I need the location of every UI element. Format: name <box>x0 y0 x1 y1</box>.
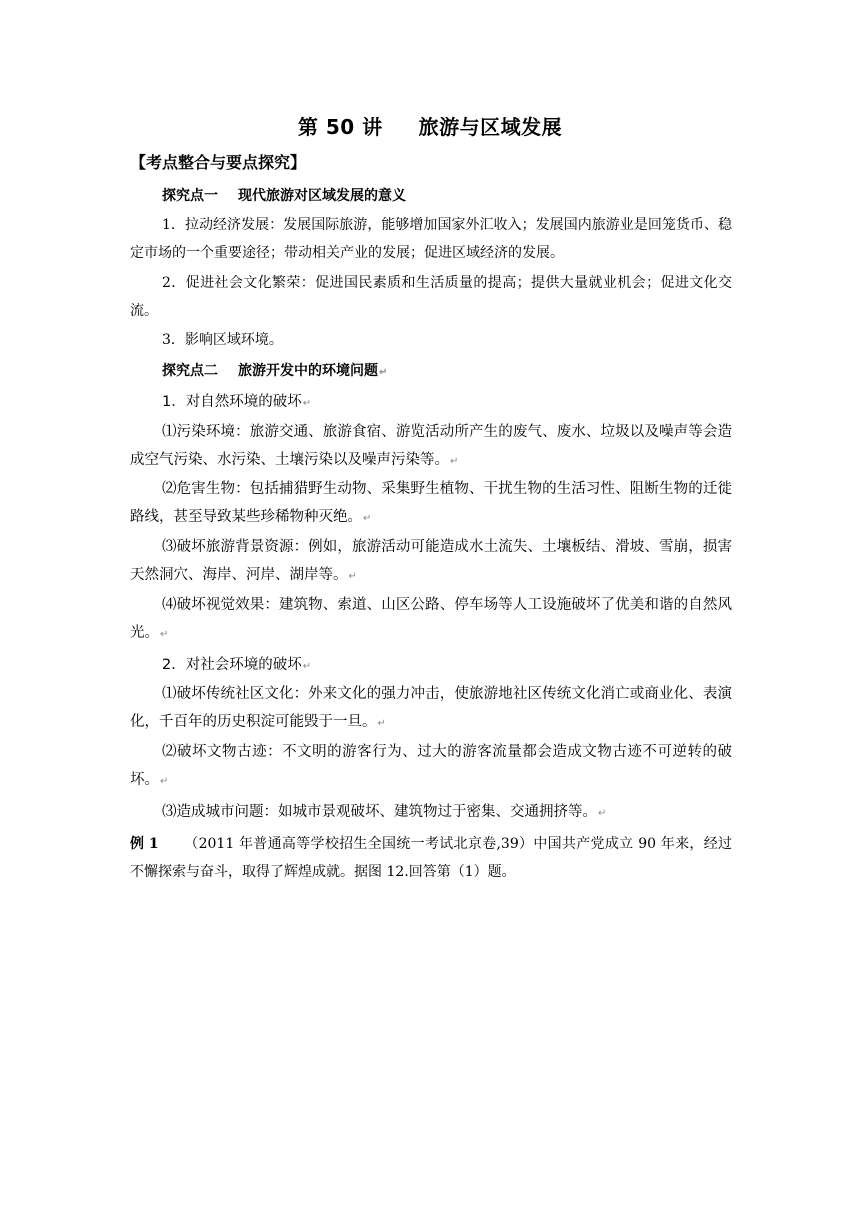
paragraph-mark: ↵ <box>363 513 372 524</box>
paragraph-mark: ↵ <box>348 571 357 582</box>
social-item-3-text: ⑶造成城市问题：如城市景观破坏、建筑物过于密集、交通拥挤等。 <box>162 804 597 820</box>
paragraph-mark: ↵ <box>379 367 388 378</box>
point-two-number: 探究点二 <box>162 363 218 379</box>
natural-item-3-text: ⑶破坏旅游背景资源：例如，旅游活动可能造成水土流失、土壤板结、滑坡、雪崩，损害天然洞穴、海岸、河岸、湖岸等。 <box>130 539 732 583</box>
natural-environment-heading <box>130 388 732 418</box>
paragraph-mark: ↵ <box>302 661 312 672</box>
example-text: （2011 年普通高等学校招生全国统一考试北京卷,39）中国共产党成立 90 年来，经过不懈探索与奋斗，取得了辉煌成就。据图 12.回答第（1）题。 <box>130 836 732 880</box>
natural-item-4 <box>130 591 732 649</box>
paragraph-mark: ↵ <box>160 629 169 640</box>
social-item-1 <box>130 680 732 738</box>
point-one-number: 探究点一 <box>162 188 218 204</box>
paragraph-mark: ↵ <box>450 456 459 467</box>
example-label: 例 1 <box>130 836 159 852</box>
paragraph-mark: ↵ <box>598 808 607 819</box>
social-item-2 <box>130 738 732 796</box>
natural-item-2 <box>130 475 732 533</box>
natural-item-3 <box>130 533 732 591</box>
natural-item-1-text: ⑴污染环境：旅游交通、旅游食宿、游览活动所产生的废气、废水、垃圾以及噪声等会造成空气污染、水污染、土壤污染以及噪声污染等。 <box>130 424 732 468</box>
social-item-3 <box>130 798 732 828</box>
paragraph-mark: ↵ <box>377 718 386 729</box>
point-two-name: 旅游开发中的环境问题 <box>238 363 378 379</box>
paragraph-mark: ↵ <box>160 776 169 787</box>
lecture-number: 第 50 讲 <box>297 115 383 139</box>
natural-item-2-text: ⑵危害生物：包括捕猎野生动物、采集野生植物、干扰生物的生活习性、阻断生物的迁徙路线，甚至导致某些珍稀物种灭绝。 <box>130 481 732 525</box>
page-title <box>0 112 860 142</box>
social-environment-heading <box>130 651 732 681</box>
natural-environment-label: 1．对自然环境的破坏 <box>162 394 302 410</box>
social-item-1-text: ⑴破坏传统社区文化：外来文化的强力冲击，使旅游地社区传统文化消亡或商业化、表演化，千百年的历史积淀可能毁于一旦。 <box>130 686 732 730</box>
example-1 <box>130 830 732 886</box>
point-one-item-3: 3．影响区域环境。 <box>162 332 283 348</box>
point-one-item-2: 2．促进社会文化繁荣：促进国民素质和生活质量的提高；提供大量就业机会；促进文化交流。 <box>130 275 732 319</box>
natural-item-1 <box>130 418 732 476</box>
lecture-topic: 旅游与区域发展 <box>418 115 563 139</box>
point-one-heading <box>162 185 406 207</box>
section-heading: 【考点整合与要点探究】 <box>130 153 307 172</box>
social-environment-label: 2．对社会环境的破坏 <box>162 657 302 673</box>
point-one-name: 现代旅游对区域发展的意义 <box>238 188 406 204</box>
paragraph-mark: ↵ <box>302 398 312 409</box>
social-item-2-text: ⑵破坏文物古迹：不文明的游客行为、过大的游客流量都会造成文物古迹不可逆转的破坏。 <box>130 744 732 788</box>
point-one-item-1: 1．拉动经济发展：发展国际旅游，能够增加国家外汇收入；发展国内旅游业是回笼货币、稳定市场的一个重要途径；带动相关产业的发展；促进区域经济的发展。 <box>130 217 732 261</box>
natural-item-4-text: ⑷破坏视觉效果：建筑物、索道、山区公路、停车场等人工设施破坏了优美和谐的自然风光。 <box>130 597 732 641</box>
point-two-heading <box>162 360 387 384</box>
